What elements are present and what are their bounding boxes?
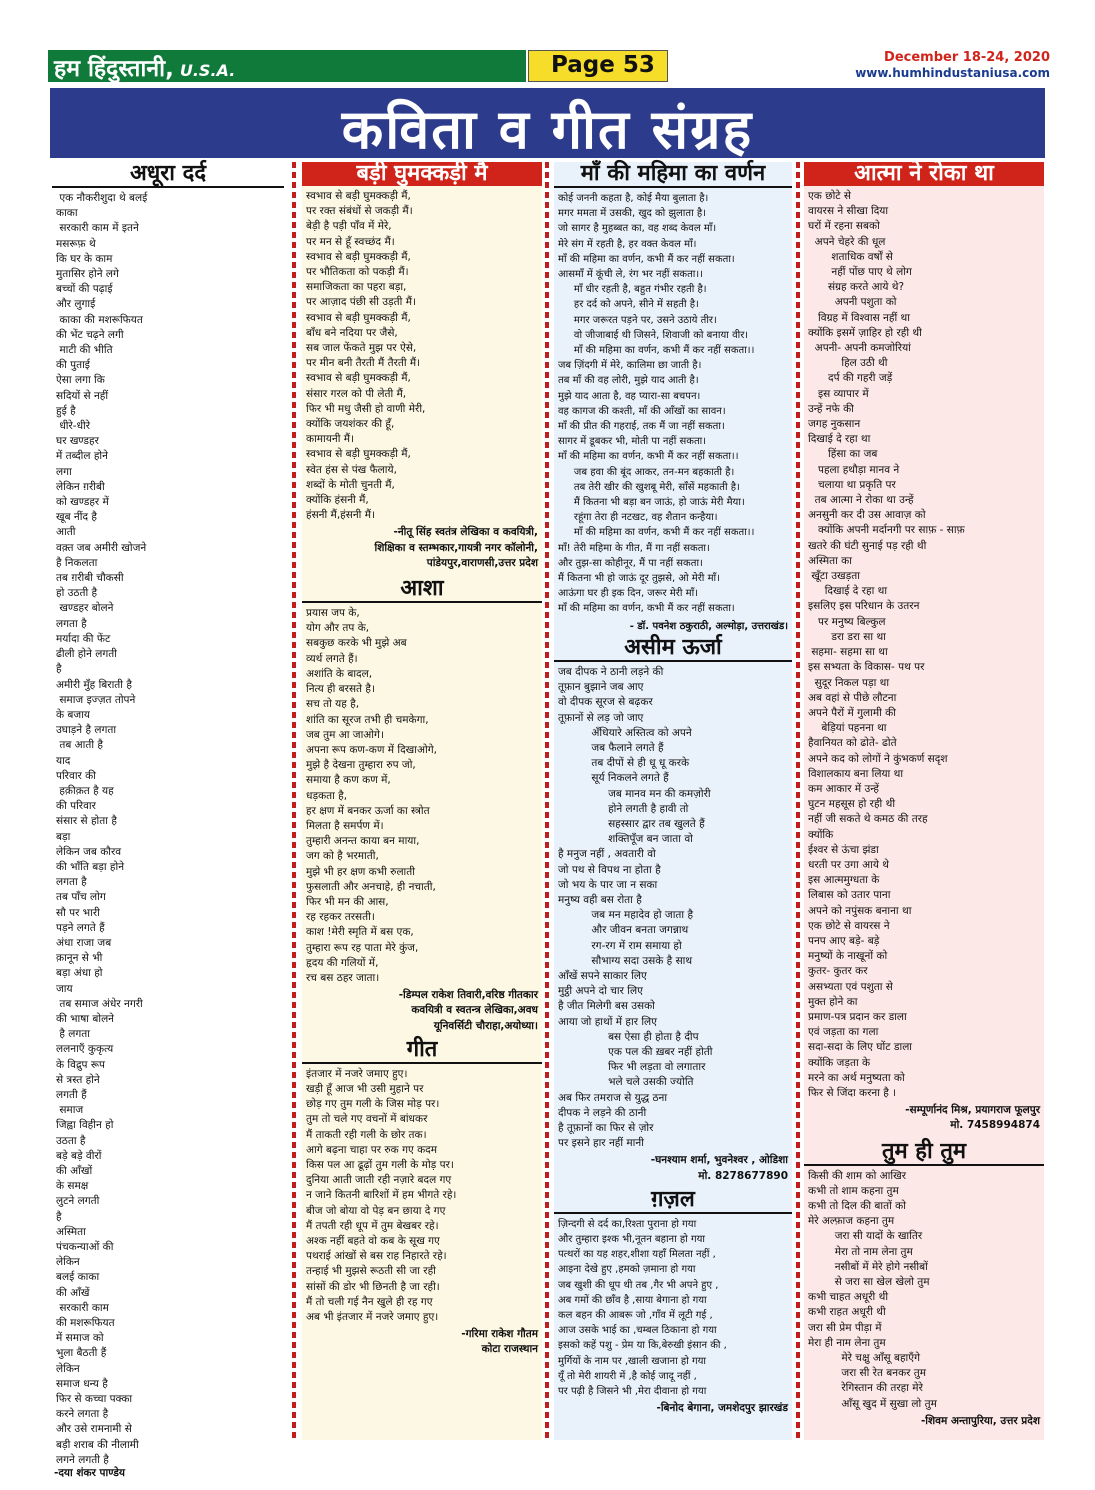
- poem-author: -शिवम अन्तापुरिया, उत्तर प्रदेश: [920, 1414, 1040, 1427]
- poem-text: ज़िन्दगी से दर्द का,रिश्ता पुराना हो गया और तुम्हारा इश्क भी,नूतन बहाना हो गया पत्थरों का यह शहर,शीशा यहाँ मिलता नहीं , आइना देखे हुए ,हमको ज़माना हो गया जब खुशी की धूप थी तब ,गैर भी अपने हुए , अब गमों की छाँव है ,साया बेगाना हो गया कल बहन की आबरू जो ,गाँव में लूटी गई , आज उसके भाई का ,चम्बल ठिकाना हो गया इसको कहें पशु - प्रेम या कि,बेरुखी इंसान की , मुर्गियों के नाम पर ,खाली खजाना हो गया यूँ तो मेरी शायरी में ,है कोई जादू नहीं , पर पढ़ी है जिसने भी ,मेरा दीवाना हो गया: [558, 1218, 727, 1398]
- brand-banner: [48, 50, 526, 82]
- poem-title: बड़ी घुमक्कड़ी मै: [302, 162, 542, 186]
- page-number-box: [528, 50, 668, 82]
- poem-text: किसी की शाम को आखिर कभी तो शाम कहना तुम कभी तो दिल की बातों को मेरे अल्फ़ाज कहना तुम जरा सी यादों के खातिर मेरा तो नाम लेना तुम नसीबों में मेरे होगे नसीबों से जरा सा खेल खेलो तुम कभी चाहत अधूरी थी कभी राहत अधूरी थी जरा सी प्रेम पीड़ा में मेरा ही नाम लेना तुम मेरे चक्षु आँसू बहाएँगे जरा सी रेत बनकर तुम रेगिस्तान की तरहा मेरे आँसू खुद में सुखा लो तुम: [808, 1169, 937, 1410]
- column-4: [804, 162, 1044, 1440]
- brand-name: हम हिंदुस्तानी, U.S.A.: [54, 56, 236, 82]
- poem-author: - डॉ. पवनेश ठकुराठी, अल्मोड़ा, उत्तराखंड।: [629, 620, 788, 632]
- poem-author: -दया शंकर पाण्डेय: [54, 1467, 125, 1480]
- column-divider: [292, 162, 296, 1440]
- column-2: [302, 162, 542, 1440]
- poem-author: -घनश्याम शर्मा, भुवनेश्वर , ओडिशा मो. 8278677890: [650, 1154, 788, 1182]
- website-link[interactable]: www.humhindustaniusa.com: [855, 66, 1050, 80]
- poem-author: -बिनोद बेगाना, जमशेदपुर झारखंड: [656, 1402, 788, 1415]
- brand-suffix: U.S.A.: [179, 61, 236, 80]
- poem-title: तुम ही तुम: [804, 1140, 1044, 1166]
- poem-title: आशा: [302, 577, 542, 603]
- poem-author: -डिम्पल राकेश तिवारी,वरिष्ठ गीतकार कवयित्री व स्वतन्त्र लेखिका,अवध यूनिवर्सिटी चौराहा,अयोध्या।: [398, 989, 538, 1032]
- poem-text: इंतजार में नजरे जमाए हुए। खड़ी हूँ आज भी उसी मुहाने पर छोड़ गए तुम गली के जिस मोड़ पर। तुम तो चले गए वचनों में बांधकर मैं ताकती रही गली के छोर तक। आगे बढ़ना चाहा पर रुक गए कदम किस पल आ ढूढ़ों तुम गली के मोड़ पर। दुनिया आती जाती रही नज़ारे बदल गए न जाने कितनी बारिशों में हम भीगते रहे। बीज जो बोया वो पेड़ बन छाया दे गए मैं तपती रही धूप में तुम बेखबर रहे। अश्क नहीं बहते वो कब के सूख गए पथराई आंखों से बस राह निहारते रहे। तन्हाई भी मुझसे रूठती सी जा रही सांसों की डोर भी छिनती है जा रही। मैं तो चली गई नैन खुले ही रह गए अब भी इंतजार में नजरे जमाए हुए।: [306, 1067, 457, 1324]
- poem-title: गीत: [302, 1038, 542, 1064]
- column-3: [554, 162, 792, 1440]
- poem-author: -गरिमा राकेश गौतम कोटा राजस्थान: [461, 1328, 538, 1356]
- poem-text: स्वभाव से बड़ी घुमक्कड़ी मैं, पर रक्त संबंधों से जकड़ी मैं। बेड़ी है पड़ी पाँव में मेरे, पर मन से हूँ स्वच्छंद मैं। स्वभाव से बड़ी घुमक्कड़ी मैं, पर भौतिकता को पकड़ी मैं। समाजिकता का पहरा बड़ा, पर आज़ाद पंछी सी उड़ती मैं। स्वभाव से बड़ी घुमक्कड़ी मैं, बाँध बने नदिया पर जैसे, सब जाल फेंकते मुझ पर ऐसे, पर मीन बनी तैरती मैं तैरती मैं। स्वभाव से बड़ी घुमक्कड़ी मैं, संसार गरल को पी लेती मैं, फिर भी मधु जैसी हो वाणी मेरी, क्योंकि जयशंकर की हूँ, कामायनी मैं। स्वभाव से बड़ी घुमक्कड़ी मैं, स्वेत हंस से पंख फैलाये, शब्दों के मोती चुनती मैं, क्योंकि हंसनी मैं, हंसनी मैं,हंसनी मैं।: [306, 190, 426, 522]
- issue-date: December 18-24, 2020: [884, 50, 1050, 65]
- poem-text: जब दीपक ने ठानी लड़ने की तूफ़ान बुझाने जब आए वो दीपक सूरज से बढ़कर तूफ़ानों से लड़ जो जाए अँधियारे अस्तित्व को अपने जब फैलाने लगते हैं तब दीपों से ही धू धू करके सूर्य निकलने लगते हैं जब मानव मन की कमज़ोरी होने लगती है हावी तो सहस्सार द्वार तब खुलते हैं शक्तिपूँज बन जाता वो है मनुज नहीं , अवतारी वो जो पथ से विपथ ना होता है जो भय के पार जा न सका मनुष्य वही बस रोता है जब मन महादेव हो जाता है और जीवन बनता जगन्नाथ रग-रग में राम समाया हो सौभाग्य सदा उसके है साथ आँखें सपने साकार लिए मुट्ठी अपने दो चार लिए है जीत मिलेगी बस उसको आया जो हाथों में हार लिए बस ऐसा ही होता है दीप एक पल की ख़बर नहीं होती फिर भी लड़ता वो लगातार भले चले उसकी ज्योति अब फिर तमराज से युद्ध ठना दीपक ने लड़ने की ठानी है तूफ़ानों का फिर से ज़ोर पर इसने हार नहीं मानी: [558, 665, 713, 1150]
- column-divider: [796, 162, 800, 1440]
- poem-title: अधूरा दर्द: [52, 162, 284, 188]
- column-divider: [545, 162, 549, 1440]
- poem-author: -सम्पूर्णानंद मिश्र, प्रयागराज फूलपुर मो. 7458994874: [905, 1104, 1040, 1132]
- poem-title: असीम ऊर्जा: [554, 636, 792, 662]
- poem-title: आत्मा ने रोका था: [804, 162, 1044, 186]
- column-1: [52, 161, 284, 1480]
- poem-text: प्रयास जप के, योग और तप के, सबकुछ करके भी मुझे अब व्यर्थ लगते हैं। अशांति के बादल, नित्य ही बरसते है। सच तो यह है, शांति का सूरज तभी ही चमकेगा, जब तुम आ जाओगे। अपना रूप कण-कण में दिखाओगे, मुझे है देखना तुम्हारा रुप जो, समाया है कण कण में, धड़कता है, हर क्षण में बनकर ऊर्जा का स्त्रोत मिलता है समर्पण में। तुम्हारी अनन्त काया बन माया, जग को है भरमाती, मुझे भी हर क्षण कभी रुलाती फुसलाती और अनचाहे, ही नचाती, फिर भी मन की आस, रह रहकर तरसती। काश !मेरी स्मृति में बस एक, तुम्हारा रूप रह पाता मेरे कुंज, हृदय की गलियों में, रच बस ठहर जाता।: [306, 607, 437, 984]
- page-headline-banner: [50, 88, 1045, 161]
- page-number: Page 53: [551, 52, 655, 78]
- poem-title: ग़ज़ल: [554, 1188, 792, 1214]
- poem-text: कोई जननी कहता है, कोई मैया बुलाता है। मगर ममता में उसकी, खुद को झुलाता है। जो सागर है मुहब्बत का, वह शब्द केवल माँ। मेरे संग में रहती है, हर वक्त केवल माँ। माँ की महिमा का वर्णन, कभी मैं कर नहीं सकता। आसमाँ में कूंची ले, रंग भर नहीं सकता।। माँ धीर रहती है, बहुत गंभीर रहती है। हर दर्द को अपने, सीने में सहती है। मगर जरूरत पड़ने पर, उसने उठाये तीर। वो जीजाबाई थी जिसने, शिवाजी को बनाया वीर। माँ की महिमा का वर्णन, कभी मैं कर नहीं सकता।। जब ज़िंदगी में मेरे, कालिमा छा जाती है। तब माँ की वह लोरी, मुझे याद आती है। मुझे याद आता है, वह प्यारा-सा बचपन। वह कागज की कश्ती, माँ की आँखों का सावन। माँ की प्रीत की गहराई, तक मैं जा नहीं सकता। सागर में डूबकर भी, मोती पा नहीं सकता। माँ की महिमा का वर्णन, कभी मैं कर नहीं सकता।। जब हवा की बूंद आकर, तन-मन बहकाती है। तब तेरी खीर की खुशबू मेरी, साँसें महकाती है। मैं कितना भी बड़ा बन जाऊं, हो जाऊं मेरी मैया। रहूंगा तेरा ही नटखट, वह शैतान कन्हैया। माँ की महिमा का वर्णन, कभी मैं कर नहीं सकता।। माँ! तेरी महिमा के गीत, मैं गा नहीं सकता। और तुझ-सा कोहीनूर, मैं पा नहीं सकता। मैं कितना भी हो जाऊं दूर तुझसे, ओ मेरी माँ। आऊंगा घर ही इक दिन, जरूर मेरी माँ। माँ की महिमा का वर्णन, कभी मैं कर नहीं सकता।: [558, 193, 755, 615]
- page-headline: कविता व गीत संग्रह: [341, 98, 754, 161]
- poem-title: माँ की महिमा का वर्णन: [554, 162, 792, 188]
- poem-text: एक नौकरीशुदा थे बलई काका सरकारी काम में इतने मसरूफ़ थे कि घर के काम मुतासिर होने लगे बच्चों की पढ़ाई और लुगाई काका की मशरूफियत की भेंट चढ़ने लगी माटी की भीति की पुताई ऐसा लगा कि सदियों से नहीं हुई है धीरे-धीरे घर खण्डहर में तब्दील होने लगा लेकिन ग़रीबी को खण्डहर में खूब नींद है आती वक़्त जब अमीरी खोजने है निकलता तब ग़रीबी चौकसी हो उठती है खण्डहर बोलने लगता है मर्यादा की फेंट ढीली होने लगती है अमीरी मुँह बिराती है समाज इज्ज़त तोपने के बजाय उघाड़ने है लगता तब आती है याद परिवार की हक़ीक़त है यह की परिवार संसार से होता है बड़ा लेकिन जब कौरव की भाँति बड़ा होने लगता है तब पाँच लोग सौ पर भारी पड़ने लगते हैं अंधा राजा जब क़ानून से भी बड़ा अंधा हो जाय तब समाज अंधेर नगरी की भाषा बोलने है लगता ललनाएँ कुकृत्य के विद्रुप रूप से त्रस्त होने लगती हैं समाज जिह्वा विहीन हो उठता है बड़े बड़े वीरों की आँखों के समक्ष लुटने लगती है अस्मिता पंचकन्याओं की लेकिन बलई काका की आँखें सरकारी काम की मशरूफियत में समाज को भुला बैठती हैं लेकिन समाज धन्य है फिर से कच्चा पक्का करने लगता है और उसे रामनामी से बड़ी शराब की नीलामी लगने लगती है: [56, 192, 148, 1466]
- poem-text: एक छोटे से वायरस ने सीखा दिया घरों में रहना सबको अपने चेहरे की धूल शताधिक वर्षों से नहीं पोंछ पाए थे लोग संग्रह करते आये थे? अपनी पशुता को विग्रह में विश्वास नहीं था क्योंकि इसमें ज़ाहिर हो रही थी अपनी- अपनी कमजोरियां हिल उठी थी दर्प की गहरी जड़ें इस व्यापार में उन्हें नफे की जगह नुकसान दिखाई दे रहा था हिंसा का जब पहला हथौड़ा मानव ने चलाया था प्रकृति पर तब आत्मा ने रोका था उन्हें अनसुनी कर दी उस आवाज़ को क्योंकि अपनी मर्दानगी पर साफ़ - साफ़ खतरे की घंटी सुनाई पड़ रही थी अस्मिता का खूँटा उखड़ता दिखाई दे रहा था इसलिए इस परिधान के उतरन पर मनुष्य बिल्कुल डरा डरा सा था सहमा- सहमा सा था इस सभ्यता के विकास- पथ पर सुदूर निकल पड़ा था अब वहां से पीछे लौटना अपने पैरों में गुलामी की बेड़ियां पहनना था हैवानियत को ढोते- ढोते अपने कद को लोगों ने कुंभकर्ण सदृश विशालकाय बना लिया था कम आकार में उन्हें घुटन महसूस हो रही थी नहीं जी सकते थे कमठ की तरह क्योंकि ईश्वर से ऊंचा झंडा धरती पर उगा आये थे इस आत्ममुग्धता के लिबास को उतार पाना अपने को नपुंसक बनाना था एक छोटे से वायरस ने पनप आए बड़े- बड़े मनुष्यों के नाखूनों को कुतर- कुतर कर असभ्यता एवं पशुता से मुक्त होने का प्रमाण-पत्र प्रदान कर डाला एवं जड़ता का गला सदा-सदा के लिए घोंट डाला क्योंकि जड़ता के मरने का अर्थ मनुष्यता को फिर से जिंदा करना है ।: [808, 190, 965, 1099]
- poem-author: -नीतू सिंह स्वतंत्र लेखिका व कवयित्री, शिक्षिका व स्तम्भकार,गायत्री नगर कॉलोनी, पांडेयपुर,वाराणसी,उत्तर प्रदेश: [374, 526, 538, 569]
